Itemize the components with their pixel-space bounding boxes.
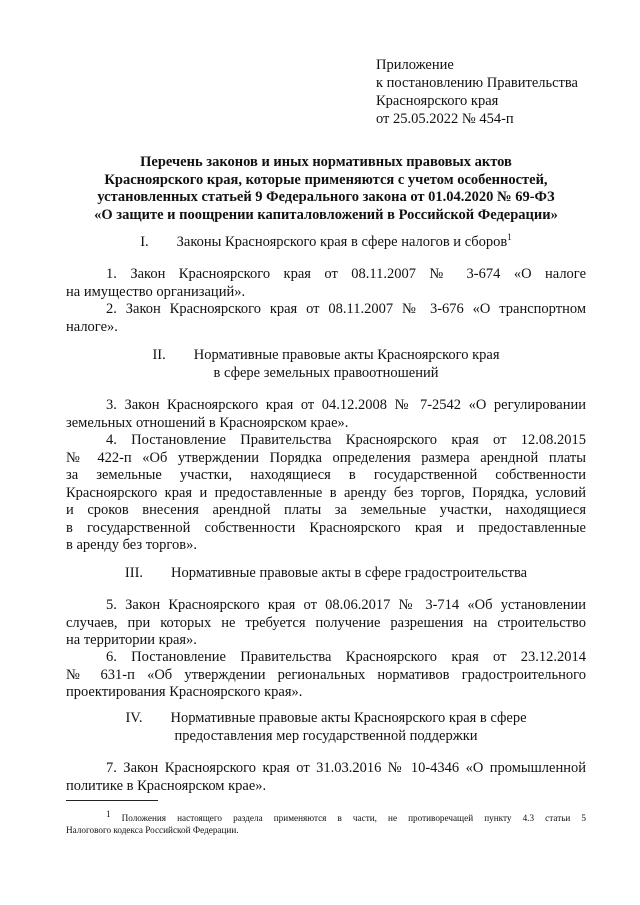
footnote-divider: [66, 800, 158, 801]
item-line: № 422-п «Об утверждении Порядка определения размера арендной платы: [66, 449, 586, 466]
appendix-region: Красноярского края: [376, 93, 499, 109]
item-line: налоге».: [66, 318, 118, 335]
item-line: политике в Красноярском крае».: [66, 777, 267, 794]
item-line: в государственной собственности Красноярского края и предоставленные: [66, 519, 586, 536]
title-line: Перечень законов и иных нормативных правовых актов: [140, 154, 512, 170]
section-number: III.: [124, 565, 144, 581]
list-item: [66, 649, 586, 702]
item-line: 7. Закон Красноярского края от 31.03.2016 № 10-4346 «О промышленной: [106, 760, 586, 776]
section-title-continued: предоставления мер государственной поддержки: [174, 728, 478, 744]
section-number: I.: [140, 234, 149, 250]
item-line: 6. Постановление Правительства Красноярского края от 23.12.2014: [106, 649, 586, 665]
item-line: земельных отношений в Красноярском крае».: [66, 414, 349, 431]
item-line: Красноярского края и предоставленные в аренду без торгов, Порядка, условий: [66, 484, 586, 501]
document-title: [66, 154, 586, 224]
item-line: и сроков внесения арендной платы за земельные участки, находящиеся: [66, 502, 586, 518]
section-title-continued: в сфере земельных правоотношений: [213, 365, 439, 381]
list-item: [66, 597, 586, 650]
section-title: Нормативные правовые акты Красноярского края: [193, 347, 500, 363]
footnote-reference: 1: [507, 232, 512, 243]
appendix-block: [376, 56, 578, 128]
item-line: за земельные участки, находящиеся в государственной собственности: [66, 467, 586, 483]
section-heading-2: [66, 347, 586, 365]
item-line: № 631-п «Об утверждении региональных нормативов градостроительного: [66, 666, 586, 683]
footnote-text: Положения настоящего раздела применяются в части, не противоречащей пункту 4.3 статьи 5: [121, 813, 587, 823]
item-line: 4. Постановление Правительства Красноярского края от 12.08.2015: [106, 432, 586, 448]
item-line: 3. Закон Красноярского края от 04.12.2008 № 7-2542 «О регулировании: [106, 397, 586, 413]
appendix-reference: к постановлению Правительства: [376, 75, 578, 91]
item-line: на имущество организаций».: [66, 283, 246, 300]
section-heading-4-continued: [66, 728, 586, 746]
section-heading-4: [66, 710, 586, 728]
item-line: проектирования Красноярского края».: [66, 684, 303, 700]
item-line: в аренду без торгов».: [66, 537, 197, 553]
section-number: IV.: [125, 710, 143, 726]
section-title: Нормативные правовые акты в сфере градостроительства: [171, 565, 528, 581]
section-heading-2-continued: [66, 365, 586, 383]
section-heading-3: [66, 565, 586, 583]
list-item: [66, 432, 586, 555]
list-item: [66, 397, 586, 432]
section-title: Законы Красноярского края в сфере налогов и сборов: [176, 234, 508, 250]
footnote-line: Налогового кодекса Российской Федерации.: [66, 825, 239, 835]
item-line: на территории края».: [66, 632, 197, 648]
appendix-date-number: от 25.05.2022 № 454-п: [376, 111, 514, 127]
item-line: 2. Закон Красноярского края от 08.11.2007 № 3-676 «О транспортном: [106, 301, 586, 317]
appendix-label: Приложение: [376, 57, 454, 73]
title-line: установленных статьей 9 Федерального закона от 01.04.2020 № 69-ФЗ: [97, 189, 555, 205]
item-line: случаев, при которых не требуется получение разрешения на строительство: [66, 614, 586, 631]
title-line: Красноярского края, которые применяются с учетом особенностей,: [104, 171, 548, 188]
footnote-line: [66, 808, 587, 824]
section-number: II.: [152, 347, 166, 363]
item-line: 1. Закон Красноярского края от 08.11.2007 № 3-674 «О налоге: [106, 266, 586, 282]
footnote: [66, 808, 587, 836]
list-item: [66, 301, 586, 336]
title-line: «О защите и поощрении капиталовложений в Российской Федерации»: [94, 206, 558, 223]
section-title: Нормативные правовые акты Красноярского края в сфере: [170, 710, 527, 726]
list-item: [66, 266, 586, 301]
list-item: [66, 760, 586, 795]
item-line: 5. Закон Красноярского края от 08.06.2017 № 3-714 «Об установлении: [106, 597, 586, 613]
footnote-mark: 1: [106, 808, 111, 819]
section-heading-1: [66, 234, 586, 252]
